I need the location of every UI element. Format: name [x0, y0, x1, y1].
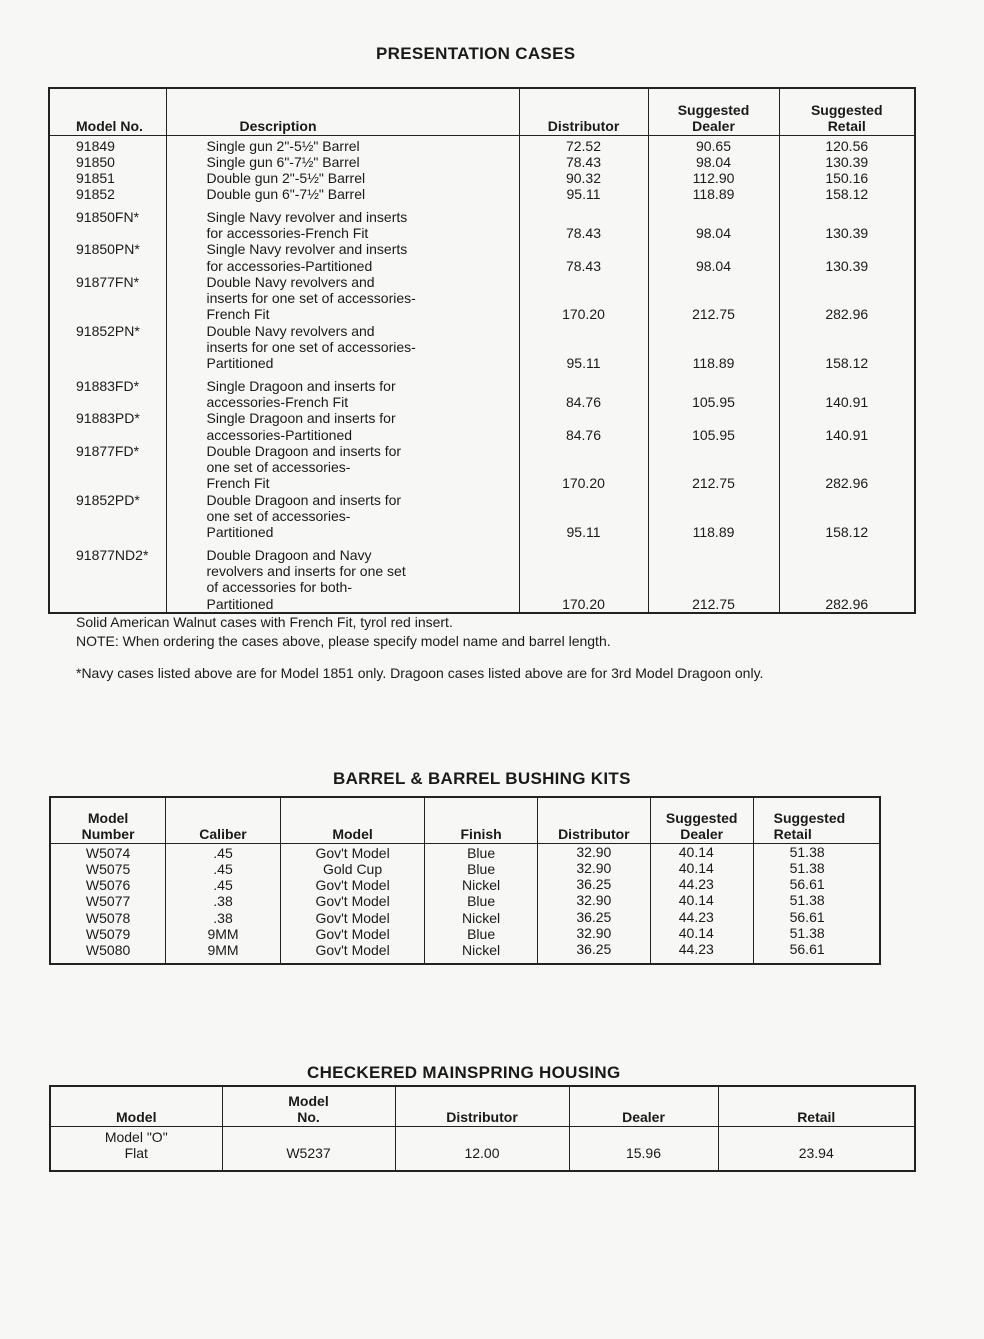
model-cell: 91877FD*: [76, 442, 140, 459]
distributor-cell: 84.76: [519, 372, 648, 411]
distributor-cell: 72.52 78.43 90.32 95.11: [519, 135, 648, 203]
distributor-cell: 95.11: [519, 492, 648, 541]
dealer-cell: 98.04: [648, 241, 779, 274]
distributor-column: 32.90 32.90 36.25 32.90 36.25 32.90 36.25: [537, 843, 650, 964]
header-distributor: Distributor: [537, 797, 650, 843]
dealer-cell: 98.04: [648, 203, 779, 242]
table-row: [49, 274, 915, 323]
header-dealer: Suggested Dealer: [648, 88, 779, 135]
distributor-cell: 78.43: [519, 241, 648, 274]
retail-cell: 130.39: [779, 203, 915, 242]
description-cell: Double Navy revolvers and inserts for one set of accessories- Partitioned: [166, 323, 519, 372]
header-distributor: Distributor: [395, 1086, 569, 1126]
header-model: Model: [280, 797, 424, 843]
dealer-cell: 105.95: [648, 372, 779, 411]
walnut-note: Solid American Walnut cases with French Fit, tyrol red insert.: [76, 614, 453, 630]
header-model-no: Model No.: [222, 1086, 395, 1126]
retail-column: 51.38 51.38 56.61 51.38 56.61 51.38 56.61: [753, 843, 880, 964]
caliber-column: .45 .45 .45 .38 .38 9MM 9MM: [166, 843, 281, 964]
table-row: [49, 410, 915, 443]
table-row: [49, 541, 915, 613]
presentation-table: [48, 87, 916, 614]
description-cell: Double Dragoon and Navy revolvers and inserts for one set of accessories for both- Partitioned: [166, 541, 519, 613]
model-cell: 91877ND2*: [76, 546, 149, 563]
model-cell: Model "O" Flat: [104, 1128, 168, 1161]
model-cell: 91883PD*: [76, 410, 140, 427]
description-cell: Single Navy revolver and inserts for accessories-Partitioned: [166, 241, 519, 274]
table-row: [49, 372, 915, 411]
description-cell: Single Navy revolver and inserts for accessories-French Fit: [166, 203, 519, 242]
retail-cell: 282.96: [779, 541, 915, 613]
description-cell: Double Dragoon and inserts for one set of accessories- French Fit: [166, 443, 519, 492]
dealer-cell: 90.65 98.04 112.90 118.89: [648, 135, 779, 203]
header-finish: Finish: [425, 797, 538, 843]
distributor-cell: 170.20: [519, 443, 648, 492]
header-retail: Suggested Retail: [779, 88, 915, 135]
bushing-table: [49, 796, 881, 965]
model-column: Gov't Model Gold Cup Gov't Model Gov't Model Gov't Model Gov't Model Gov't Model: [280, 843, 424, 964]
header-model: Model: [50, 1086, 222, 1126]
model-cell: 91877FN*: [76, 273, 140, 290]
description-cell: Double Dragoon and inserts for one set of accessories- Partitioned: [166, 492, 519, 541]
distributor-cell: 84.76: [519, 410, 648, 443]
dealer-cell: 212.75: [648, 274, 779, 323]
retail-cell: 158.12: [779, 323, 915, 372]
navy-dragoon-footnote: *Navy cases listed above are for Model 1851 only. Dragoon cases listed above are for 3rd Model Dragoon only.: [76, 665, 764, 681]
model-cell: 91883FD*: [76, 377, 140, 394]
dealer-cell: 15.96: [569, 1126, 718, 1171]
header-model-no: Model No.: [49, 88, 166, 135]
dealer-cell: 118.89: [648, 323, 779, 372]
table-row: [49, 203, 915, 242]
retail-cell: 282.96: [779, 443, 915, 492]
description-cell: Double Navy revolvers and inserts for one set of accessories- French Fit: [166, 274, 519, 323]
table-row: [49, 135, 915, 203]
header-retail: Suggested Retail: [753, 797, 880, 843]
header-description: Description: [166, 88, 519, 135]
model-cell: 91849 91850 91851 91852: [76, 137, 115, 203]
model-no-cell: W5237: [222, 1126, 395, 1171]
model-cell: 91852PN*: [76, 322, 140, 339]
retail-cell: 140.91: [779, 372, 915, 411]
retail-cell: 282.96: [779, 274, 915, 323]
header-retail: Retail: [718, 1086, 915, 1126]
table-row: [49, 492, 915, 541]
ordering-note: NOTE: When ordering the cases above, please specify model name and barrel length.: [76, 633, 611, 649]
model-cell: 91850PN*: [76, 241, 140, 258]
header-dealer: Suggested Dealer: [650, 797, 753, 843]
table-row: [49, 241, 915, 274]
header-caliber: Caliber: [166, 797, 281, 843]
table-row: [50, 1126, 915, 1171]
header-dealer: Dealer: [569, 1086, 718, 1126]
retail-cell: 120.56 130.39 150.16 158.12: [779, 135, 915, 203]
distributor-cell: 78.43: [519, 203, 648, 242]
description-cell: Single Dragoon and inserts for accessories-Partitioned: [166, 410, 519, 443]
header-model-number: Model Number: [50, 797, 166, 843]
presentation-title: PRESENTATION CASES: [376, 44, 576, 63]
dealer-cell: 212.75: [648, 443, 779, 492]
mainspring-title: CHECKERED MAINSPRING HOUSING: [307, 1063, 621, 1082]
model-cell: 91852PD*: [76, 491, 140, 508]
model-number-column: W5074 W5075 W5076 W5077 W5078 W5079 W5080: [85, 844, 131, 959]
retail-cell: 158.12: [779, 492, 915, 541]
bushing-title: BARREL & BARREL BUSHING KITS: [333, 769, 631, 788]
table-row: [49, 443, 915, 492]
model-cell: 91850FN*: [76, 208, 140, 225]
dealer-cell: 105.95: [648, 410, 779, 443]
table-row: [49, 323, 915, 372]
description-cell: Single Dragoon and inserts for accessories-French Fit: [166, 372, 519, 411]
description-cell: Single gun 2"-5½" Barrel Single gun 6"-7½" Barrel Double gun 2"-5½" Barrel Double gun 6"-7½" Barrel: [166, 135, 519, 203]
retail-cell: 130.39: [779, 241, 915, 274]
mainspring-table: [49, 1085, 916, 1172]
dealer-cell: 118.89: [648, 492, 779, 541]
distributor-cell: 170.20: [519, 274, 648, 323]
table-row: [50, 843, 880, 964]
distributor-cell: 170.20: [519, 541, 648, 613]
distributor-cell: 12.00: [395, 1126, 569, 1171]
retail-cell: 140.91: [779, 410, 915, 443]
header-distributor: Distributor: [519, 88, 648, 135]
distributor-cell: 95.11: [519, 323, 648, 372]
dealer-cell: 212.75: [648, 541, 779, 613]
dealer-column: 40.14 40.14 44.23 40.14 44.23 40.14 44.23: [650, 843, 753, 964]
retail-cell: 23.94: [718, 1126, 915, 1171]
finish-column: Blue Blue Nickel Blue Nickel Blue Nickel: [425, 843, 538, 964]
